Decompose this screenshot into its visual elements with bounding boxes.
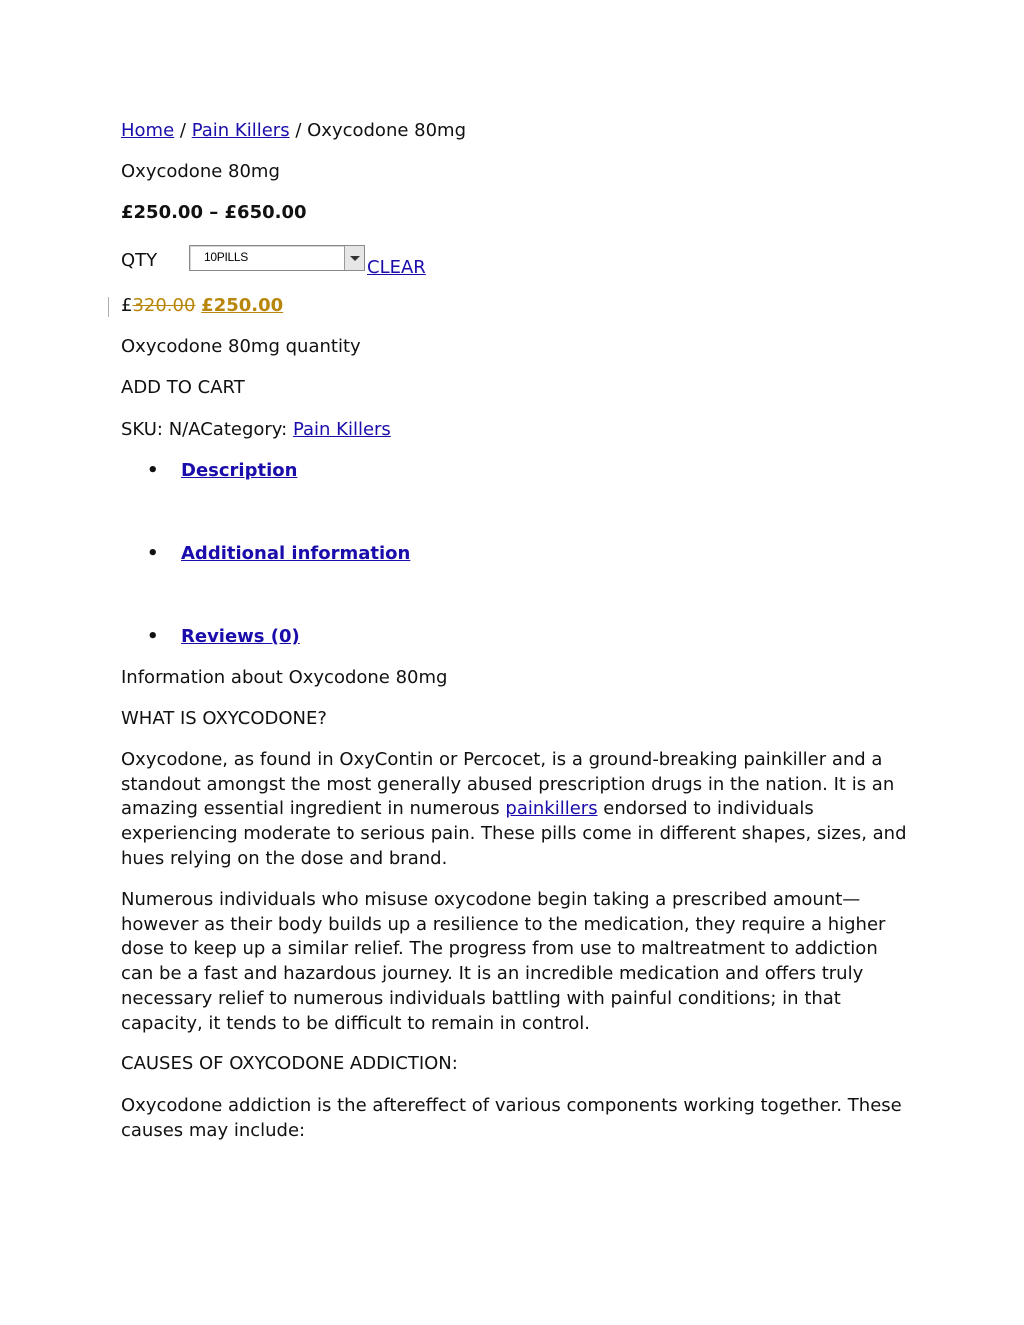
tab-reviews-item [121,625,300,649]
tab-additional-information[interactable]: Additional information [181,543,411,564]
currency-symbol: £ [121,295,133,316]
tab-reviews[interactable]: Reviews (0) [181,626,300,647]
bullet-icon: • [147,460,159,481]
price-range: £250.00 – £650.00 [121,202,307,223]
paragraph-intro [121,748,911,872]
add-to-cart-button[interactable]: ADD TO CART [121,377,245,398]
product-meta [121,418,391,442]
breadcrumb-category-link[interactable]: Pain Killers [191,120,290,141]
product-title: Oxycodone 80mg [121,161,280,182]
divider-tick [108,297,109,317]
what-is-heading: WHAT IS OXYCODONE? [121,708,327,729]
paragraph-misuse: Numerous individuals who misuse oxycodone begin taking a prescribed amount—however as their body builds up a resilience to the medication, they require a higher dose to keep up a similar relief. The progress from use to maltreatment to addiction can be a fast and hazardous journey. It is an incredible medication and offers truly necessary relief to numerous individuals battling with painful conditions; in that capacity, it tends to be difficult to remain in control. [121,889,886,1034]
tab-description[interactable]: Description [181,460,298,481]
quantity-label: Oxycodone 80mg quantity [121,336,361,357]
old-price: 320.00 [132,295,196,316]
painkillers-link[interactable]: painkillers [505,798,598,820]
tab-additional-info-item [121,542,410,566]
chevron-down-icon[interactable] [344,246,364,270]
bullet-icon: • [147,543,159,564]
info-heading: Information about Oxycodone 80mg [121,667,448,688]
breadcrumb-separator: / [179,120,186,141]
breadcrumb [121,119,466,143]
new-price: £250.00 [201,295,284,316]
paragraph-text: Oxycodone, as found in OxyContin or Percocet, is a ground-breaking painkiller and a standout amongst the most generally abused prescription drugs in the nation. It is an amazing essential ingredient in numerous [121,749,895,820]
sku-text: SKU: N/ACategory: [121,419,293,440]
paragraph-causes: Oxycodone addiction is the aftereffect of various components working together. These causes may include: [121,1095,902,1141]
breadcrumb-current: Oxycodone 80mg [307,120,467,141]
paragraph-text: endorsed to individuals experiencing moderate to serious pain. These pills come in different shapes, sizes, and hues relying on the dose and brand. [121,798,907,869]
qty-select-value: 10PILLS [204,250,248,264]
breadcrumb-separator: / [295,120,302,141]
category-link[interactable]: Pain Killers [292,419,391,440]
clear-link[interactable]: CLEAR [367,257,426,278]
qty-select[interactable] [189,245,365,271]
tab-description-item [121,459,297,483]
breadcrumb-home-link[interactable]: Home [121,120,175,141]
qty-label: QTY [121,250,158,271]
causes-heading: CAUSES OF OXYCODONE ADDICTION: [121,1053,458,1074]
bullet-icon: • [147,626,159,647]
sale-price [121,294,283,318]
